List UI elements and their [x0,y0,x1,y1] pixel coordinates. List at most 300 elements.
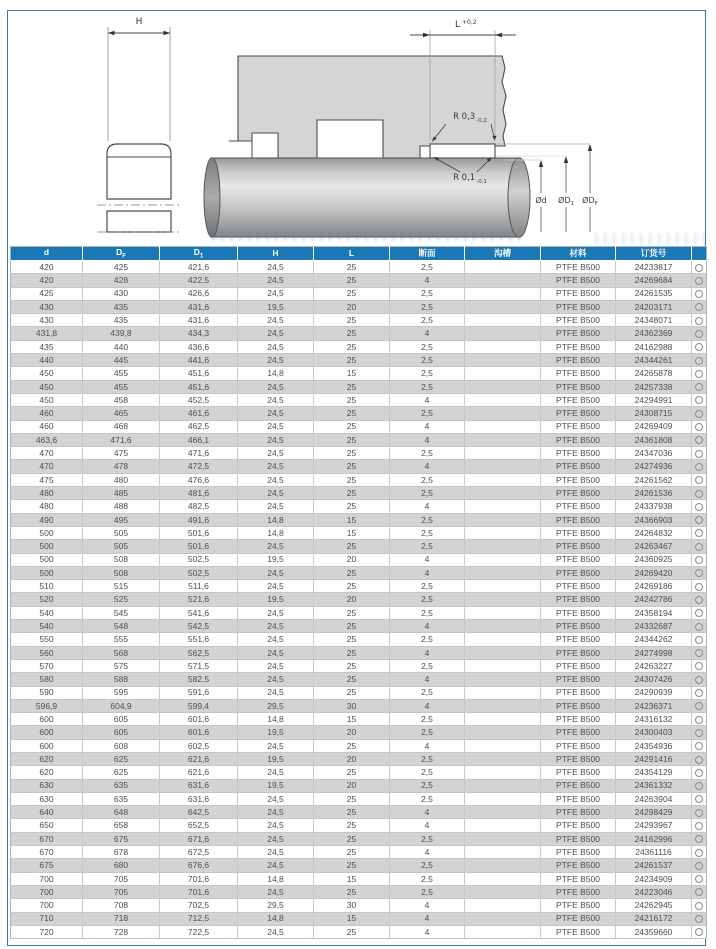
table-row [11,806,707,819]
availability-cell [692,646,707,659]
cell-groove [465,407,541,420]
cell-l: 25 [314,819,390,832]
cell-section: 4 [390,899,465,912]
cell-h: 24,5 [238,420,314,433]
table-row [11,872,707,885]
table-row [11,686,707,699]
cell-df: 425 [83,261,160,274]
arrowhead [588,144,592,151]
cell-h: 24,5 [238,274,314,287]
arrowhead [164,31,171,35]
table-row [11,726,707,739]
cell-section: 2,5 [390,354,465,367]
availability-cell [692,620,707,633]
cell-groove [465,393,541,406]
cell-section: 2,5 [390,713,465,726]
cell-d1: 462,5 [160,420,238,433]
cell-order-number: 24264832 [616,526,692,539]
cell-l: 25 [314,806,390,819]
cell-section: 4 [390,433,465,446]
cell-d: 435 [11,340,83,353]
cell-d1: 631,6 [160,779,238,792]
availability-icon [695,875,703,883]
cell-groove [465,726,541,739]
cell-material: PTFE B500 [541,460,616,473]
cell-h: 24,5 [238,859,314,872]
cell-df: 495 [83,513,160,526]
cell-order-number: 24269186 [616,580,692,593]
availability-icon [695,383,703,391]
cell-l: 25 [314,473,390,486]
cell-df: 545 [83,606,160,619]
cell-section: 2,5 [390,261,465,274]
cell-d1: 591,6 [160,686,238,699]
cell-order-number: 24294991 [616,393,692,406]
cell-h: 24,5 [238,340,314,353]
cell-material: PTFE B500 [541,646,616,659]
cell-d: 570 [11,659,83,672]
cell-d1: 621,6 [160,766,238,779]
cell-order-number: 24269409 [616,420,692,433]
col-header-order-number: 订货号 [616,247,692,261]
cell-df: 525 [83,593,160,606]
availability-cell [692,806,707,819]
availability-icon [695,649,703,657]
col-header-h: H [238,247,314,261]
cell-h: 24,5 [238,659,314,672]
cell-df: 728 [83,925,160,938]
cell-d1: 436,6 [160,340,238,353]
availability-cell [692,819,707,832]
arrowhead [423,33,430,37]
cell-order-number: 24263227 [616,659,692,672]
cell-material: PTFE B500 [541,340,616,353]
cell-groove [465,792,541,805]
availability-cell [692,792,707,805]
cell-h: 24,5 [238,261,314,274]
cell-groove [465,354,541,367]
cell-d1: 472,5 [160,460,238,473]
cell-d1: 521,6 [160,593,238,606]
cell-d: 430 [11,314,83,327]
availability-cell [692,606,707,619]
cell-d1: 511,6 [160,580,238,593]
table-row [11,300,707,313]
cell-d: 600 [11,726,83,739]
availability-cell [692,300,707,313]
table-row [11,327,707,340]
cell-d: 630 [11,779,83,792]
table-row [11,766,707,779]
cell-df: 648 [83,806,160,819]
cell-order-number: 24261535 [616,287,692,300]
cell-material: PTFE B500 [541,526,616,539]
cell-l: 30 [314,699,390,712]
availability-cell [692,580,707,593]
table-row [11,447,707,460]
availability-icon [695,330,703,338]
availability-cell [692,420,707,433]
cell-l: 25 [314,540,390,553]
col-header-groove: 沟槽 [465,247,541,261]
cell-material: PTFE B500 [541,393,616,406]
cell-section: 4 [390,819,465,832]
watermark [595,233,707,245]
availability-icon [695,928,703,936]
cell-groove [465,739,541,752]
availability-icon [695,503,703,511]
availability-cell [692,633,707,646]
table-row [11,699,707,712]
cell-groove [465,314,541,327]
cell-l: 25 [314,393,390,406]
cell-d1: 502,5 [160,553,238,566]
col-header-d1: $D_1$ [160,247,238,261]
cell-h: 14,8 [238,526,314,539]
cell-d: 700 [11,899,83,912]
cell-d1: 702,5 [160,899,238,912]
availability-icon [695,822,703,830]
cell-section: 2,5 [390,872,465,885]
cell-d: 460 [11,420,83,433]
cell-material: PTFE B500 [541,314,616,327]
cell-order-number: 24261562 [616,473,692,486]
cell-section: 2,5 [390,686,465,699]
availability-icon [695,862,703,870]
table-row [11,912,707,925]
cell-d: 630 [11,792,83,805]
cell-l: 25 [314,433,390,446]
cell-l: 25 [314,620,390,633]
table-row [11,580,707,593]
cell-df: 625 [83,766,160,779]
cell-h: 24,5 [238,407,314,420]
col-header-d: d [11,247,83,261]
cell-df: 635 [83,779,160,792]
arrowhead [564,156,568,163]
cell-df: 440 [83,340,160,353]
cell-d1: 491,6 [160,513,238,526]
availability-icon [695,662,703,670]
availability-cell [692,433,707,446]
table-row [11,819,707,832]
cell-order-number: 24233817 [616,261,692,274]
cell-d1: 502,5 [160,566,238,579]
availability-icon [695,277,703,285]
cell-d: 425 [11,287,83,300]
cell-groove [465,287,541,300]
cell-d: 430 [11,300,83,313]
cell-h: 24,5 [238,354,314,367]
cell-d1: 476,6 [160,473,238,486]
availability-icon [695,782,703,790]
table-row [11,473,707,486]
cell-order-number: 24361116 [616,846,692,859]
cell-df: 505 [83,526,160,539]
availability-cell [692,553,707,566]
cell-h: 14,8 [238,513,314,526]
cell-h: 19,5 [238,553,314,566]
cell-h: 24,5 [238,606,314,619]
cell-d1: 482,5 [160,500,238,513]
cell-d: 600 [11,739,83,752]
cell-section: 4 [390,393,465,406]
cell-section: 4 [390,620,465,633]
cell-l: 25 [314,460,390,473]
cell-d: 510 [11,580,83,593]
cell-groove [465,925,541,938]
cell-d1: 599,4 [160,699,238,712]
cell-d1: 471,6 [160,447,238,460]
cell-h: 29,5 [238,899,314,912]
cell-df: 604,9 [83,699,160,712]
cell-d: 650 [11,819,83,832]
cell-order-number: 24344262 [616,633,692,646]
cell-material: PTFE B500 [541,473,616,486]
cell-d: 675 [11,859,83,872]
table-row [11,393,707,406]
table-row [11,287,707,300]
availability-cell [692,912,707,925]
cell-h: 19,5 [238,300,314,313]
cell-d1: 421,6 [160,261,238,274]
cell-section: 4 [390,553,465,566]
cell-df: 605 [83,726,160,739]
cell-section: 2,5 [390,300,465,313]
shaft-cylinder [212,158,520,237]
cell-h: 24,5 [238,447,314,460]
cell-d1: 562,5 [160,646,238,659]
cell-groove [465,553,541,566]
table-row [11,713,707,726]
diameter-d1-label: $ØD_1$ [558,196,574,207]
spec-table-body [11,261,707,939]
cell-material: PTFE B500 [541,739,616,752]
cell-d: 420 [11,261,83,274]
availability-icon [695,396,703,404]
cell-groove [465,261,541,274]
cell-material: PTFE B500 [541,885,616,898]
cell-df: 568 [83,646,160,659]
availability-icon [695,476,703,484]
cell-order-number: 24261536 [616,487,692,500]
cell-h: 19,5 [238,752,314,765]
cell-material: PTFE B500 [541,566,616,579]
cell-d: 600 [11,713,83,726]
availability-cell [692,487,707,500]
table-row [11,420,707,433]
cell-l: 25 [314,274,390,287]
availability-icon [695,742,703,750]
cell-order-number: 24242786 [616,593,692,606]
col-header-l: L [314,247,390,261]
cell-l: 25 [314,327,390,340]
cell-d: 463,6 [11,433,83,446]
cell-h: 24,5 [238,832,314,845]
availability-icon [695,716,703,724]
table-row [11,380,707,393]
availability-icon [695,317,703,325]
cell-section: 4 [390,646,465,659]
cell-h: 24,5 [238,686,314,699]
cell-d: 450 [11,380,83,393]
cell-d1: 602,5 [160,739,238,752]
table-row [11,659,707,672]
cell-material: PTFE B500 [541,620,616,633]
cell-material: PTFE B500 [541,367,616,380]
cell-h: 24,5 [238,885,314,898]
cell-material: PTFE B500 [541,447,616,460]
cell-l: 25 [314,487,390,500]
cell-order-number: 24274936 [616,460,692,473]
availability-icon [695,516,703,524]
availability-cell [692,766,707,779]
mating-part-rect [107,211,171,232]
availability-icon [695,410,703,418]
cell-material: PTFE B500 [541,300,616,313]
availability-icon [695,529,703,537]
availability-cell [692,393,707,406]
cell-d: 440 [11,354,83,367]
cell-df: 595 [83,686,160,699]
cell-order-number: 24203171 [616,300,692,313]
table-row [11,460,707,473]
table-row [11,846,707,859]
cell-l: 20 [314,553,390,566]
availability-cell [692,354,707,367]
cell-material: PTFE B500 [541,606,616,619]
cell-groove [465,766,541,779]
cell-l: 15 [314,526,390,539]
cell-h: 24,5 [238,620,314,633]
cell-material: PTFE B500 [541,726,616,739]
cell-groove [465,899,541,912]
cell-l: 25 [314,766,390,779]
cell-section: 2,5 [390,473,465,486]
availability-cell [692,659,707,672]
cell-order-number: 24361332 [616,779,692,792]
cell-material: PTFE B500 [541,327,616,340]
availability-icon [695,583,703,591]
cell-order-number: 24337938 [616,500,692,513]
cell-order-number: 24366903 [616,513,692,526]
cell-section: 4 [390,460,465,473]
diameter-d-label: Ød [535,196,547,205]
cell-order-number: 24269420 [616,566,692,579]
cell-df: 471,6 [83,433,160,446]
cell-d1: 701,6 [160,872,238,885]
cell-l: 25 [314,340,390,353]
radius-top-label: R $0,3_{-0,2}$ [453,112,487,124]
cell-l: 20 [314,300,390,313]
cell-df: 705 [83,872,160,885]
availability-icon [695,849,703,857]
cell-d: 700 [11,872,83,885]
cell-l: 25 [314,580,390,593]
spec-table [10,246,707,939]
availability-icon [695,729,703,737]
cell-df: 435 [83,300,160,313]
cell-section: 2,5 [390,447,465,460]
cell-order-number: 24348071 [616,314,692,327]
cell-df: 555 [83,633,160,646]
cell-material: PTFE B500 [541,420,616,433]
availability-cell [692,447,707,460]
cell-d: 540 [11,620,83,633]
availability-icon [695,902,703,910]
availability-cell [692,500,707,513]
cell-order-number: 24362369 [616,327,692,340]
availability-icon [695,835,703,843]
cell-order-number: 24290939 [616,686,692,699]
availability-icon [695,702,703,710]
cell-l: 25 [314,261,390,274]
cell-material: PTFE B500 [541,792,616,805]
availability-icon [695,264,703,272]
availability-icon [695,888,703,896]
availability-icon [695,769,703,777]
table-row [11,354,707,367]
availability-cell [692,846,707,859]
availability-cell [692,340,707,353]
cell-order-number: 24354936 [616,739,692,752]
table-row [11,553,707,566]
cell-groove [465,460,541,473]
availability-cell [692,673,707,686]
cell-l: 25 [314,885,390,898]
cell-d: 490 [11,513,83,526]
cell-l: 25 [314,447,390,460]
availability-cell [692,739,707,752]
table-row [11,859,707,872]
availability-cell [692,925,707,938]
cell-l: 15 [314,912,390,925]
spec-table-header [11,247,707,261]
cell-d1: 551,6 [160,633,238,646]
availability-cell [692,726,707,739]
cell-material: PTFE B500 [541,832,616,845]
cell-order-number: 24344261 [616,354,692,367]
cell-l: 25 [314,646,390,659]
cell-groove [465,620,541,633]
cell-l: 20 [314,779,390,792]
cell-l: 15 [314,513,390,526]
cell-d1: 431,6 [160,300,238,313]
cell-d: 710 [11,912,83,925]
cell-d: 500 [11,566,83,579]
cell-section: 4 [390,420,465,433]
table-row [11,752,707,765]
table-row [11,899,707,912]
availability-cell [692,261,707,274]
cell-df: 548 [83,620,160,633]
availability-icon [695,450,703,458]
availability-cell [692,473,707,486]
cell-df: 455 [83,380,160,393]
cell-section: 2,5 [390,792,465,805]
cell-section: 2,5 [390,513,465,526]
cell-df: 658 [83,819,160,832]
cell-material: PTFE B500 [541,513,616,526]
cell-section: 2,5 [390,633,465,646]
cell-groove [465,580,541,593]
cell-h: 24,5 [238,806,314,819]
cell-material: PTFE B500 [541,261,616,274]
cell-d1: 434,3 [160,327,238,340]
cell-h: 24,5 [238,487,314,500]
cell-d1: 422,5 [160,274,238,287]
cell-h: 24,5 [238,460,314,473]
